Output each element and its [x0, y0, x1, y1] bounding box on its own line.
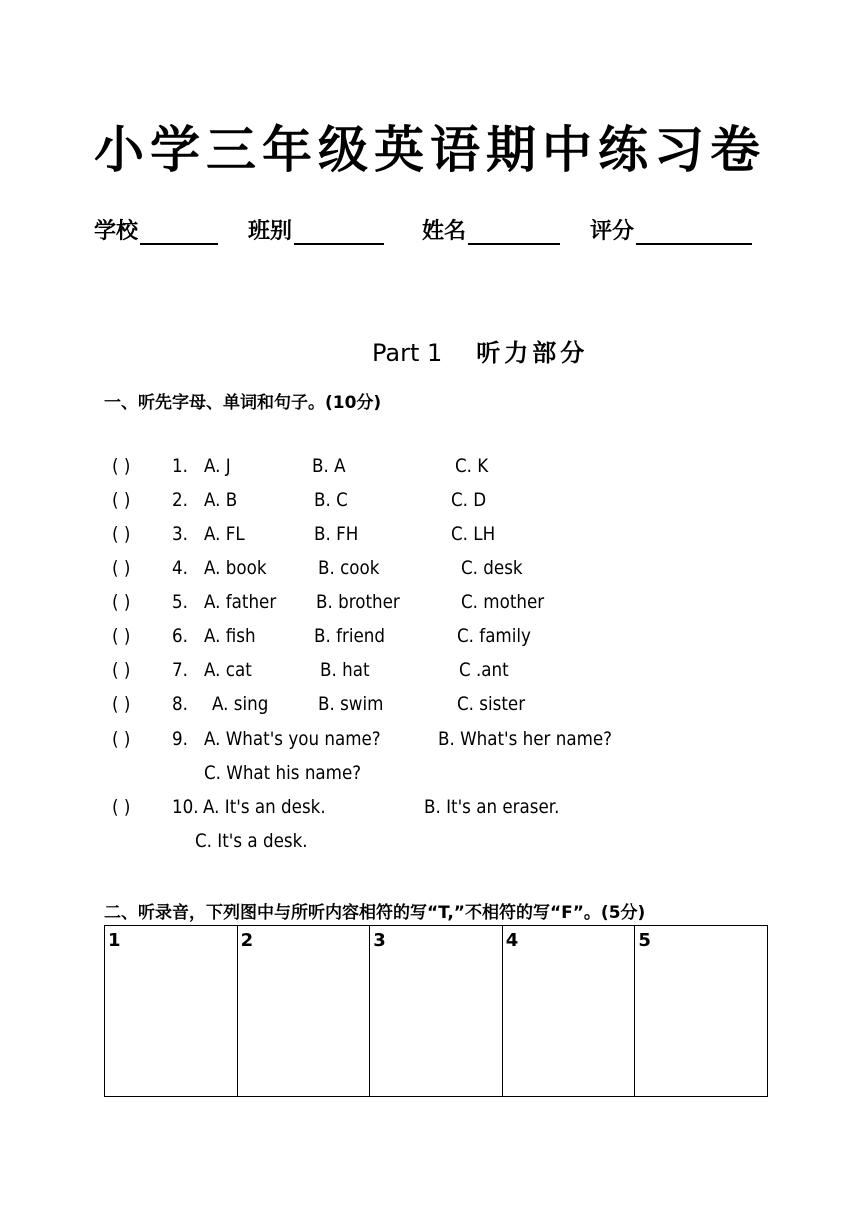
box-number: 2 [240, 930, 254, 951]
question-number: 10. [172, 796, 199, 818]
name-blank[interactable] [468, 221, 560, 245]
question-number: 8. [172, 693, 188, 715]
part-heading [372, 333, 588, 368]
option-a: A. book [204, 557, 267, 579]
option-b: B. What's her name? [438, 728, 613, 750]
option-a: A. B [204, 489, 238, 511]
answer-paren[interactable]: ( ) [112, 693, 131, 715]
score-label: 评分 [590, 219, 635, 244]
picture-box[interactable] [105, 926, 238, 1096]
class-field [248, 214, 384, 245]
picture-box[interactable] [370, 926, 503, 1096]
option-b: B. FH [314, 523, 359, 545]
answer-paren[interactable]: ( ) [112, 796, 131, 818]
option-b: B. hat [320, 659, 370, 681]
picture-box[interactable] [503, 926, 636, 1096]
option-a: A. fish [204, 625, 256, 647]
answer-paren[interactable]: ( ) [112, 557, 131, 579]
option-c: C. family [457, 625, 531, 647]
question-number: 4. [172, 557, 188, 579]
option-a: A. It's an desk. [203, 796, 326, 818]
part-name: 听力部分 [476, 339, 589, 367]
name-label: 姓名 [422, 219, 467, 244]
option-c: C. K [455, 455, 489, 477]
box-number: 4 [505, 930, 519, 951]
option-a: A. FL [204, 523, 245, 545]
class-label: 班别 [248, 219, 293, 244]
option-b: B. friend [314, 625, 386, 647]
answer-paren[interactable]: ( ) [112, 659, 131, 681]
answer-paren[interactable]: ( ) [112, 489, 131, 511]
option-c: C .ant [459, 659, 509, 681]
answer-paren[interactable]: ( ) [112, 728, 131, 750]
box-number: 5 [638, 930, 651, 951]
question-number: 1. [172, 455, 188, 477]
picture-box[interactable] [635, 926, 767, 1096]
question-number: 9. [172, 728, 188, 750]
score-blank[interactable] [636, 221, 752, 245]
question-number: 7. [172, 659, 188, 681]
option-b: B. brother [316, 591, 400, 613]
class-blank[interactable] [294, 221, 384, 245]
part-label: Part 1 [372, 339, 443, 367]
name-field [422, 214, 560, 245]
section1-heading: 一、听先字母、单词和句子。(10分) [104, 393, 382, 413]
option-a: A. father [204, 591, 277, 613]
option-a: A. What's you name? [204, 728, 381, 750]
option-a: A. J [204, 455, 231, 477]
option-c: C. D [451, 489, 487, 511]
answer-paren[interactable]: ( ) [112, 591, 131, 613]
option-c: C. LH [451, 523, 496, 545]
picture-box[interactable] [238, 926, 371, 1096]
option-b: B. swim [318, 693, 384, 715]
option-a: A. sing [212, 693, 269, 715]
option-c: C. mother [461, 591, 545, 613]
option-c: C. desk [461, 557, 523, 579]
exam-title: 小学三年级英语期中练习卷 [94, 120, 766, 179]
answer-paren[interactable]: ( ) [112, 523, 131, 545]
question-number: 3. [172, 523, 188, 545]
option-a: A. cat [204, 659, 252, 681]
school-field [94, 214, 218, 245]
option-c: C. sister [457, 693, 526, 715]
question-number: 6. [172, 625, 188, 647]
section2-heading: 二、听录音，下列图中与所听内容相符的写“T,”不相符的写“F”。(5分) [104, 903, 646, 923]
box-number: 3 [373, 930, 386, 951]
score-field [590, 214, 752, 245]
option-b: B. C [314, 489, 348, 511]
school-blank[interactable] [140, 221, 218, 245]
option-b: B. A [312, 455, 346, 477]
question-number: 5. [172, 591, 188, 613]
box-number: 1 [108, 930, 121, 951]
question-number: 2. [172, 489, 188, 511]
school-label: 学校 [94, 219, 139, 244]
option-c: C. What his name? [204, 762, 362, 784]
option-b: B. It's an eraser. [424, 796, 560, 818]
option-c: C. It's a desk. [195, 830, 308, 852]
picture-answer-table [104, 925, 768, 1097]
answer-paren[interactable]: ( ) [112, 455, 131, 477]
answer-paren[interactable]: ( ) [112, 625, 131, 647]
option-b: B. cook [318, 557, 380, 579]
